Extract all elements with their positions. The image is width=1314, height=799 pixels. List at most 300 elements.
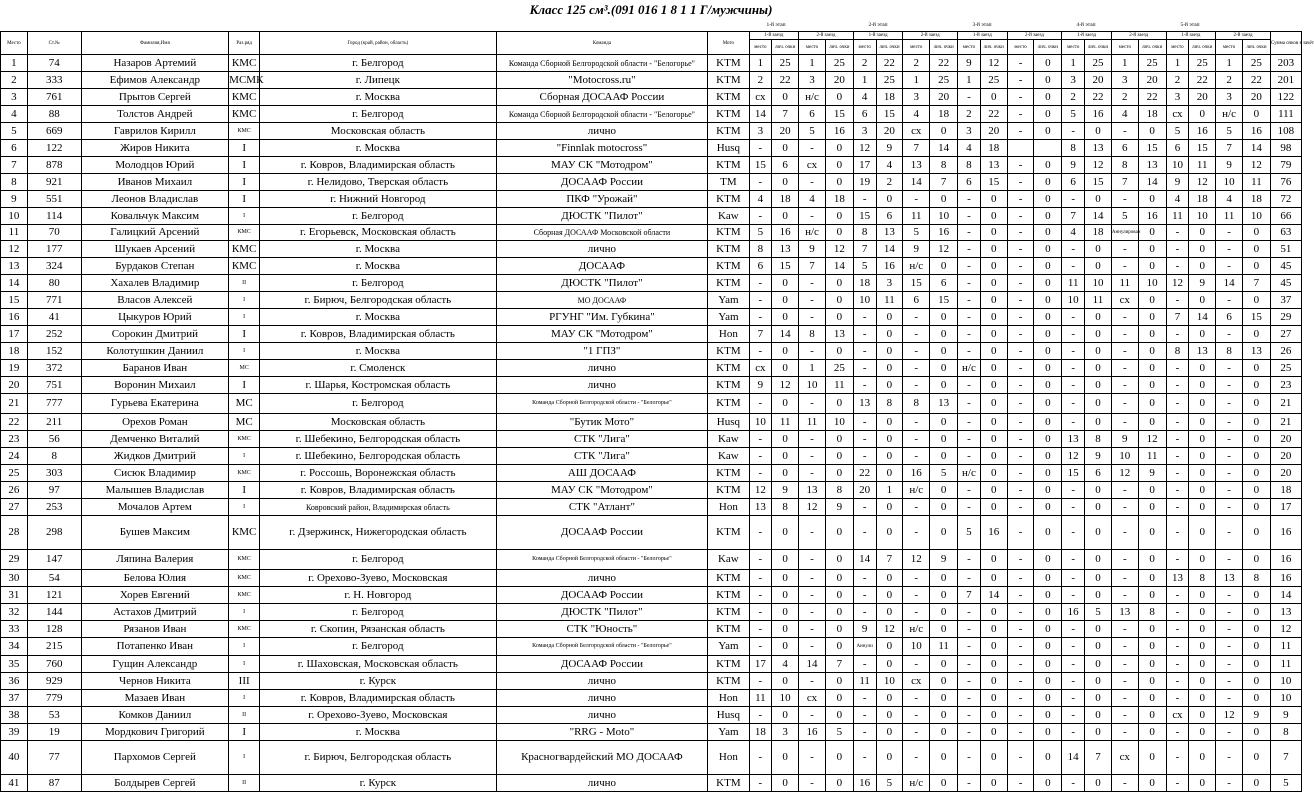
cell-race-place: - [1216,621,1243,638]
cell-race-points: 0 [1242,775,1270,792]
cell-race-place: - [1007,72,1034,89]
cell-race-place: - [1007,326,1034,343]
cell-race-points: 16 [876,258,903,275]
cell-race-place: - [1216,394,1243,414]
cell-race-place: 12 [903,550,930,570]
cell-race-points: 0 [772,570,799,587]
cell-race-place: 4 [1111,106,1138,123]
cell-race-place: сх [1111,741,1138,775]
cell-race-place: - [799,343,826,360]
cell-race-place: - [958,482,981,499]
cell-race-points: 0 [930,309,958,326]
cell-race-place: - [1062,394,1085,414]
cell-team: АШ ДОСААФ [496,465,708,482]
cell-total: 23 [1270,377,1301,394]
cell-moto: Kaw [708,208,749,225]
cell-team: МАУ СК "Мотодром" [496,157,708,174]
cell-race-place: 1 [958,72,981,89]
subheader-place: место [1007,40,1034,55]
cell-race-points: 0 [772,275,799,292]
cell-race-points: 0 [930,570,958,587]
cell-race-place: - [1062,570,1085,587]
cell-place: 28 [1,516,28,550]
cell-moto: KTM [708,570,749,587]
cell-race-place: - [903,343,930,360]
cell-race-points: 5 [1085,604,1112,621]
cell-race-points: 0 [1085,482,1112,499]
cell-race-points: 0 [1034,638,1062,656]
cell-team: СТК "Юность" [496,621,708,638]
cell-race-points: 0 [1034,326,1062,343]
cell-race-place: - [799,741,826,775]
cell-name: Гущин Александр [81,656,229,673]
cell-name: Сорокин Дмитрий [81,326,229,343]
cell-number: 8 [27,448,81,465]
cell-race-place: 1 [749,55,772,72]
cell-race-place: - [749,448,772,465]
cell-race-points: 0 [1085,570,1112,587]
cell-race-place: - [1062,360,1085,377]
cell-race-place: - [1166,499,1189,516]
cell-city: г. Скопин, Рязанская область [260,621,496,638]
cell-number: 878 [27,157,81,174]
cell-total: 12 [1270,621,1301,638]
cell-race-place: - [1216,258,1243,275]
cell-race-place: - [1007,377,1034,394]
cell-race-points: 0 [1138,343,1166,360]
stage-label: 2-й этап [868,22,888,28]
cell-team: лично [496,360,708,377]
table-row [1,292,1302,309]
cell-race-place: 16 [903,465,930,482]
cell-race-points: 13 [980,157,1007,174]
cell-race-place: - [1007,123,1034,140]
cell-city: г. Белгород [260,208,496,225]
cell-race-points: 0 [980,638,1007,656]
cell-city: г. Шебекино, Белгородская область [260,431,496,448]
cell-race-points: 0 [772,516,799,550]
subheader-place: место [903,40,930,55]
cell-number: 777 [27,394,81,414]
cell-race-place: - [1062,191,1085,208]
cell-race-points: 0 [980,621,1007,638]
cell-race-place: 1 [853,72,876,89]
cell-race-place: 12 [799,499,826,516]
cell-race-place: 5 [1111,208,1138,225]
cell-race-points: 0 [825,394,853,414]
cell-race-points: 0 [1138,414,1166,431]
table-row [1,309,1302,326]
race2-header: 2-й заезд [1007,32,1062,40]
cell-place: 22 [1,414,28,431]
cell-race-points: 0 [930,587,958,604]
subheader-points: лич. очки [1034,40,1062,55]
cell-race-place: - [749,343,772,360]
col-place-header: Место [1,32,28,55]
cell-place: 2 [1,72,28,89]
cell-race-place: 15 [903,275,930,292]
cell-race-points: 0 [1189,225,1216,241]
cell-rank: I [229,656,260,673]
cell-race-place: - [1007,343,1034,360]
cell-rank: I [229,741,260,775]
cell-total: 17 [1270,499,1301,516]
col-team-header: Команда [496,32,708,55]
cell-race-points: 0 [1189,741,1216,775]
table-row [1,707,1302,724]
cell-rank: КМС [229,516,260,550]
cell-team: лично [496,707,708,724]
cell-moto: KTM [708,258,749,275]
cell-moto: KTM [708,482,749,499]
cell-race-points: 0 [1189,106,1216,123]
table-row [1,431,1302,448]
cell-race-points: 0 [1189,258,1216,275]
cell-place: 18 [1,343,28,360]
cell-race-points: 8 [1085,431,1112,448]
cell-total: 20 [1270,465,1301,482]
cell-race-place: 6 [903,292,930,309]
cell-city: г. Белгород [260,604,496,621]
cell-race-points: 0 [1085,326,1112,343]
cell-rank: МС [229,360,260,377]
cell-race-place: н/с [958,360,981,377]
cell-city: г. Москва [260,140,496,157]
cell-moto: KTM [708,343,749,360]
cell-race-place: - [903,431,930,448]
cell-race-points: 0 [980,673,1007,690]
subheader-points: лич. очки [1138,40,1166,55]
cell-race-points: 0 [1242,448,1270,465]
cell-race-points: 0 [1085,724,1112,741]
cell-race-points: 0 [825,638,853,656]
cell-race-points: 7 [772,106,799,123]
cell-number: 70 [27,225,81,241]
cell-race-place: - [853,499,876,516]
cell-race-place: - [853,326,876,343]
cell-race-points: 0 [980,499,1007,516]
table-row [1,106,1302,123]
cell-rank: КМС [229,570,260,587]
subheader-points: лич. очки [1085,40,1112,55]
cell-race-points: 0 [1138,775,1166,792]
table-row [1,516,1302,550]
cell-race-points: 0 [1138,482,1166,499]
cell-race-place: - [1111,123,1138,140]
cell-race-points: 0 [980,414,1007,431]
cell-name: Толстов Андрей [81,106,229,123]
cell-race-place: 3 [1062,72,1085,89]
cell-team: СТК "Атлант" [496,499,708,516]
cell-race-place: 12 [1216,707,1243,724]
cell-race-place: 10 [1216,174,1243,191]
cell-race-place: - [903,656,930,673]
cell-race-place: - [958,724,981,741]
cell-race-place: 9 [958,55,981,72]
cell-race-points: 9 [1242,707,1270,724]
cell-race-points: 0 [1138,377,1166,394]
cell-race-points: 0 [1242,656,1270,673]
cell-race-place: 12 [853,140,876,157]
cell-race-points: 0 [1034,673,1062,690]
cell-race-points: 0 [1085,309,1112,326]
cell-race-points: 10 [825,414,853,431]
cell-race-points: 20 [1085,72,1112,89]
cell-race-points: 0 [772,621,799,638]
cell-race-place: 5 [903,225,930,241]
table-row [1,482,1302,499]
subheader-points: лич. очки [876,40,903,55]
cell-team: ДЮСТК "Пилот" [496,208,708,225]
cell-race-place: - [1111,499,1138,516]
cell-race-place: - [1062,482,1085,499]
cell-race-place: - [958,499,981,516]
cell-name: Орехов Роман [81,414,229,431]
table-row [1,326,1302,343]
cell-race-points: 22 [1138,89,1166,106]
cell-race-points: 0 [1034,570,1062,587]
cell-number: 779 [27,690,81,707]
cell-race-points: 0 [1085,343,1112,360]
cell-place: 5 [1,123,28,140]
cell-race-points: 10 [930,208,958,225]
cell-race-points: 0 [825,292,853,309]
cell-city: Московская область [260,123,496,140]
cell-race-points: 0 [1034,656,1062,673]
cell-race-place: 5 [1062,106,1085,123]
cell-race-place: - [1216,604,1243,621]
cell-rank: I [229,690,260,707]
cell-number: 551 [27,191,81,208]
cell-place: 12 [1,241,28,258]
cell-race-place: - [1007,174,1034,191]
cell-race-place: - [749,741,772,775]
cell-total: 72 [1270,191,1301,208]
cell-race-points: 0 [876,516,903,550]
cell-race-points: 0 [1242,465,1270,482]
cell-race-points: 0 [1034,55,1062,72]
cell-race-points: 22 [930,55,958,72]
cell-race-points: 0 [980,89,1007,106]
cell-rank: I [229,208,260,225]
cell-city: г. Орехово-Зуево, Московская [260,707,496,724]
cell-team: Команда Сборной Белгородской области - "Белогорье" [496,638,708,656]
cell-moto: Yam [708,638,749,656]
cell-race-place: - [1166,550,1189,570]
cell-race-points: 20 [772,123,799,140]
cell-rank: МС [229,394,260,414]
cell-name: Шукаев Арсений [81,241,229,258]
table-row [1,570,1302,587]
cell-race-points: 0 [1034,258,1062,275]
cell-race-points: 0 [876,414,903,431]
cell-race-place: - [1216,482,1243,499]
cell-place: 8 [1,174,28,191]
cell-race-place: 4 [853,89,876,106]
cell-name: Белова Юлия [81,570,229,587]
cell-city: Московская область [260,414,496,431]
subheader-place: место [1111,40,1138,55]
cell-race-place: - [1166,638,1189,656]
cell-race-place: - [799,465,826,482]
cell-race-place: - [1062,499,1085,516]
cell-rank: I [229,499,260,516]
cell-city: г. Ковров, Владимирская область [260,157,496,174]
cell-race-points: 22 [980,106,1007,123]
cell-team: лично [496,123,708,140]
cell-name: Болдырев Сергей [81,775,229,792]
cell-race-place: н/с [958,465,981,482]
cell-total: 11 [1270,656,1301,673]
cell-number: 80 [27,275,81,292]
cell-race-place: - [749,707,772,724]
cell-race-place: 17 [749,656,772,673]
cell-city: г. Ковров, Владимирская область [260,690,496,707]
cell-place: 1 [1,55,28,72]
cell-race-points: 0 [1034,377,1062,394]
cell-race-place: 2 [1062,89,1085,106]
cell-race-place: 7 [799,258,826,275]
cell-race-place: - [1062,775,1085,792]
cell-race-place: - [1111,326,1138,343]
cell-race-place: 8 [1216,343,1243,360]
cell-name: Комков Даниил [81,707,229,724]
cell-race-points: 12 [1189,174,1216,191]
cell-race-points: 0 [825,89,853,106]
cell-race-place: - [958,550,981,570]
race2-header: 2-й заезд [1111,32,1166,40]
cell-race-points: 25 [772,55,799,72]
cell-race-points: 0 [1034,550,1062,570]
cell-name: Рязанов Иван [81,621,229,638]
cell-race-points: 14 [1138,174,1166,191]
cell-race-place: - [1111,377,1138,394]
cell-race-points: 0 [980,309,1007,326]
cell-race-points: 0 [1189,377,1216,394]
cell-name: Мордкович Григорий [81,724,229,741]
cell-city: г. Курск [260,775,496,792]
cell-team: Команда Сборной Белгородской области - "Белогорье" [496,550,708,570]
cell-race-place: - [1111,482,1138,499]
cell-race-points: 0 [930,499,958,516]
cell-name: Назаров Артемий [81,55,229,72]
cell-moto: KTM [708,55,749,72]
cell-race-points: 0 [980,225,1007,241]
cell-race-place: 17 [853,157,876,174]
cell-city: г. Орехово-Зуево, Московская [260,570,496,587]
cell-race-place: 11 [1111,275,1138,292]
cell-race-points: 0 [825,587,853,604]
table-row [1,208,1302,225]
cell-race-points: 0 [930,448,958,465]
cell-race-points: 0 [876,724,903,741]
cell-race-place: 1 [903,72,930,89]
cell-number: 324 [27,258,81,275]
cell-name: Бурдаков Степан [81,258,229,275]
cell-race-place: 10 [1166,157,1189,174]
cell-moto: KTM [708,604,749,621]
cell-race-points: 14 [930,140,958,157]
cell-race-place: 6 [749,258,772,275]
cell-race-place: - [1216,241,1243,258]
cell-race-place: - [799,587,826,604]
cell-place: 16 [1,309,28,326]
cell-race-points: 11 [1189,157,1216,174]
cell-place: 40 [1,741,28,775]
cell-race-points: 0 [1138,724,1166,741]
cell-race-place: - [1166,258,1189,275]
cell-race-place: - [1007,482,1034,499]
cell-race-place: - [799,638,826,656]
cell-race-points: 0 [876,448,903,465]
cell-city: г. Егорьевск, Московская область [260,225,496,241]
cell-race-points: 0 [1242,673,1270,690]
cell-race-points: 0 [980,431,1007,448]
cell-race-points: 0 [980,275,1007,292]
cell-race-points: 0 [930,258,958,275]
cell-race-place: 18 [853,275,876,292]
cell-city: г. Белгород [260,275,496,292]
cell-city: г. Нижний Новгород [260,191,496,208]
cell-race-points: 8 [1138,604,1166,621]
cell-city: г. Белгород [260,106,496,123]
cell-race-points: 15 [876,106,903,123]
cell-race-points: 13 [772,241,799,258]
cell-race-place: 3 [853,123,876,140]
cell-race-points: 0 [1085,656,1112,673]
cell-race-points: 0 [876,690,903,707]
cell-race-points: 10 [1138,275,1166,292]
subheader-place: место [958,40,981,55]
cell-race-points: 0 [1034,482,1062,499]
cell-race-points: 0 [772,360,799,377]
cell-race-points: 0 [930,621,958,638]
cell-race-place: 22 [853,465,876,482]
cell-race-place: - [903,570,930,587]
cell-race-place: - [1166,360,1189,377]
cell-race-place: сх [1111,292,1138,309]
cell-race-place: - [1062,123,1085,140]
cell-race-place: 18 [749,724,772,741]
cell-race-place: 3 [1111,72,1138,89]
cell-race-place: 7 [853,241,876,258]
cell-race-place: - [799,550,826,570]
cell-race-points: 5 [876,775,903,792]
cell-race-place: - [1216,377,1243,394]
cell-name: Мочалов Артем [81,499,229,516]
cell-race-place: - [1166,394,1189,414]
cell-number: 128 [27,621,81,638]
cell-race-place: - [1111,309,1138,326]
cell-team: "Finnlak motocross" [496,140,708,157]
cell-race-place: - [1062,587,1085,604]
cell-race-place: 9 [749,377,772,394]
cell-rank: I [229,326,260,343]
cell-race-points: 0 [1189,360,1216,377]
subheader-place: место [1166,40,1189,55]
cell-race-points: 10 [1242,208,1270,225]
cell-race-points: 15 [930,292,958,309]
cell-race-place: 10 [853,292,876,309]
cell-race-points: 0 [1034,448,1062,465]
cell-number: 303 [27,465,81,482]
table-row [1,140,1302,157]
cell-team: лично [496,673,708,690]
cell-race-place: - [958,275,981,292]
cell-race-points: 0 [1138,326,1166,343]
cell-race-place: 5 [749,225,772,241]
cell-race-place: - [749,570,772,587]
